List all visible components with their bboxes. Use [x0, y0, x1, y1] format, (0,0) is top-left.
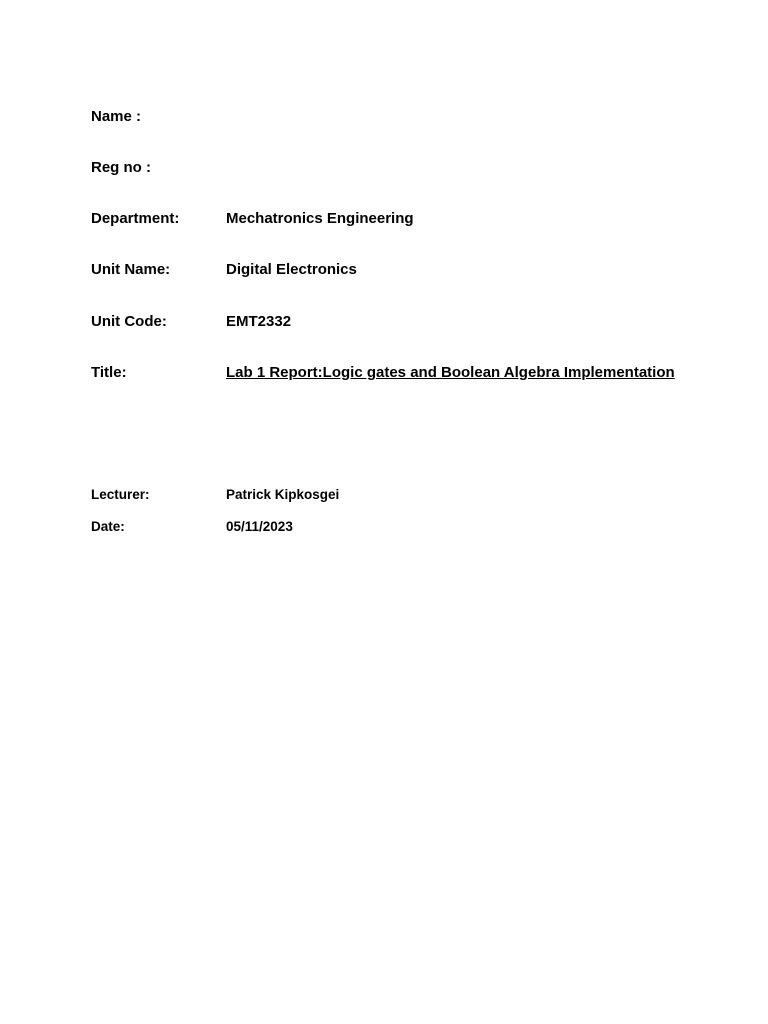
- reg-no-row: [91, 159, 711, 181]
- date-value: 05/11/2023: [226, 519, 293, 534]
- unit-code-row: [91, 313, 711, 335]
- title-value: Lab 1 Report:Logic gates and Boolean Algebra Implementation: [226, 364, 675, 381]
- department-row: [91, 210, 711, 232]
- lecturer-row: [91, 487, 711, 509]
- date-label: Date:: [91, 519, 125, 534]
- name-row: [91, 108, 711, 130]
- department-label: Department:: [91, 210, 180, 227]
- reg-no-label: Reg no :: [91, 159, 151, 176]
- unit-name-row: [91, 261, 711, 283]
- lecturer-label: Lecturer:: [91, 487, 150, 502]
- lecturer-value: Patrick Kipkosgei: [226, 487, 340, 502]
- unit-code-value: EMT2332: [226, 313, 292, 330]
- unit-name-value: Digital Electronics: [226, 261, 357, 278]
- title-row: [91, 364, 711, 386]
- unit-name-label: Unit Name:: [91, 261, 171, 278]
- date-row: [91, 519, 711, 541]
- name-label: Name :: [91, 108, 142, 125]
- title-label: Title:: [91, 364, 127, 381]
- department-value: Mechatronics Engineering: [226, 210, 414, 227]
- unit-code-label: Unit Code:: [91, 313, 167, 330]
